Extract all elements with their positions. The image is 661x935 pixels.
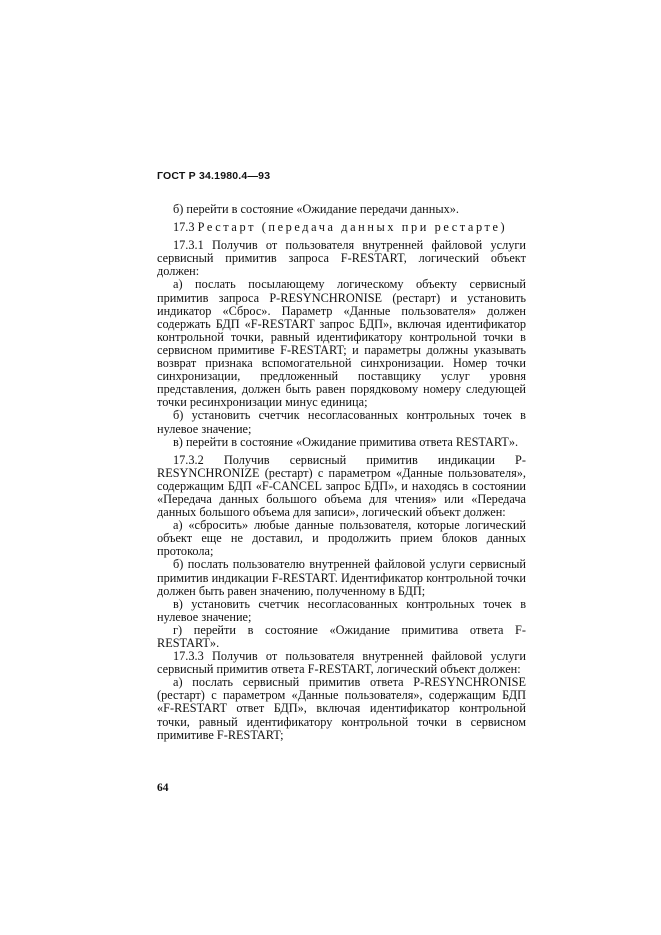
paragraph: 17.3.1 Получив от пользователя внутренней файловой услуги сервисный примитив запроса F-RESTART, логический объект должен: — [157, 238, 526, 279]
paragraph: а) «сбросить» любые данные пользователя, которые логический объект еще не доставил, и продолжить прием блоков данных протокола; — [157, 518, 526, 559]
paragraph: а) послать посылающему логическому объекту сервисный примитив запроса P-RESYNCHRONISE (рестарт) и установить индикатор «Сброс». Параметр «Данные пользователя» должен содержать БДП «F-RESTART запрос БДП», включая идентификатор контрольной точки, равный идентификатору контрольной точки в сервисном примитиве F-RESTART; и параметры должны указывать возврат признака вспомогательной синхронизации. Номер точки синхронизации, предложенный поставщику услуг уровня представления, должен быть равен порядковому номеру следующей точки ресинхронизации минус единица; — [157, 277, 526, 410]
section-number: 17.3 — [173, 220, 195, 235]
paragraph: г) перейти в состояние «Ожидание примитива ответа F-RESTART». — [157, 622, 526, 650]
paragraph: б) перейти в состояние «Ожидание передачи данных». — [173, 202, 459, 216]
paragraph: 17.3.2 Получив сервисный примитив индикации P-RESYNCHRONIZE (рестарт) с параметром «Данные пользователя», содержащим БДП «F-CANCEL запрос БДП», и находясь в состоянии «Передача данных большого объема для чтения» или «Передача данных большого объема для записи», логический объект должен: — [157, 452, 526, 520]
paragraph: б) установить счетчик несогласованных контрольных точек в нулевое значение; — [157, 408, 526, 436]
document-body — [157, 203, 526, 742]
paragraph: 17.3.3 Получив от пользователя внутренней файловой услуги сервисный примитив ответа F-RESTART, логический объект должен: — [157, 649, 526, 677]
page-number: 64 — [157, 782, 169, 794]
paragraph: а) послать сервисный примитив ответа P-RESYNCHRONISE (рестарт) с параметром «Данные пользователя», содержащим БДП «F-RESTART ответ БДП», включая идентификатор контрольной точки, равный идентификатору контрольной точки в сервисном примитиве F-RESTART; — [157, 675, 526, 742]
paragraph: б) послать пользователю внутренней файловой услуги сервисный примитив индикации F-RESTART. Идентификатор контрольной точки должен быть равен значению, полученному в БДП; — [157, 557, 526, 598]
section-title: Рестарт (передача данных при рестарте) — [197, 220, 508, 235]
section-heading — [157, 221, 526, 234]
document-header: ГОСТ Р 34.1980.4—93 — [157, 170, 271, 182]
paragraph: в) установить счетчик несогласованных контрольных точек в нулевое значение; — [157, 596, 526, 624]
paragraph: в) перейти в состояние «Ожидание примитива ответа RESTART». — [173, 434, 519, 449]
